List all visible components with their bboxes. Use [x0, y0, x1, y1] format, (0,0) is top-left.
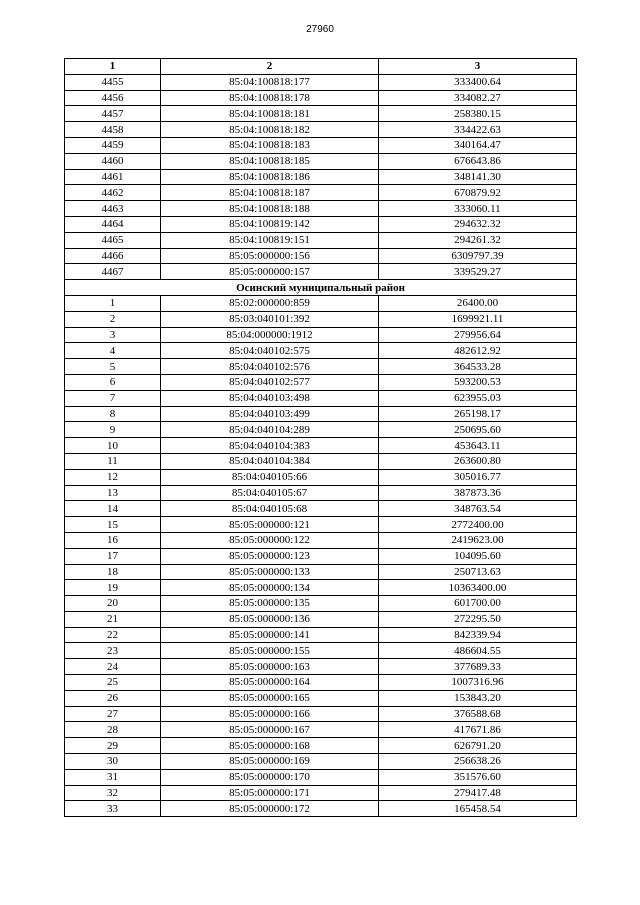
cadastral-number-cell: 85:04:040102:577	[161, 374, 379, 390]
value-cell: 258380.15	[379, 106, 577, 122]
cadastral-number-cell: 85:04:040105:66	[161, 469, 379, 485]
table-row	[65, 627, 577, 643]
value-cell: 676643.86	[379, 153, 577, 169]
row-number-cell: 7	[65, 390, 161, 406]
value-cell: 601700.00	[379, 596, 577, 612]
value-cell: 333400.64	[379, 74, 577, 90]
value-cell: 593200.53	[379, 374, 577, 390]
row-number-cell: 3	[65, 327, 161, 343]
table-row	[65, 453, 577, 469]
value-cell: 453643.11	[379, 438, 577, 454]
table-row	[65, 201, 577, 217]
value-cell: 294632.32	[379, 216, 577, 232]
value-cell: 340164.47	[379, 137, 577, 153]
table-row	[65, 295, 577, 311]
value-cell: 351576.60	[379, 769, 577, 785]
row-number-cell: 16	[65, 532, 161, 548]
row-number-cell: 6	[65, 374, 161, 390]
row-number-cell: 26	[65, 690, 161, 706]
value-cell: 165458.54	[379, 801, 577, 817]
cadastral-number-cell: 85:04:100819:142	[161, 216, 379, 232]
section-title: Осинский муниципальный район	[65, 280, 577, 296]
value-cell: 272295.50	[379, 611, 577, 627]
table-row	[65, 438, 577, 454]
row-number-cell: 21	[65, 611, 161, 627]
cadastral-number-cell: 85:04:100818:188	[161, 201, 379, 217]
table-body-after	[65, 295, 577, 816]
cadastral-number-cell: 85:05:000000:166	[161, 706, 379, 722]
value-cell: 670879.92	[379, 185, 577, 201]
value-cell: 250713.63	[379, 564, 577, 580]
cadastral-number-cell: 85:04:040102:575	[161, 343, 379, 359]
cadastral-number-cell: 85:04:040104:384	[161, 453, 379, 469]
value-cell: 626791.20	[379, 738, 577, 754]
cadastral-number-cell: 85:04:040103:499	[161, 406, 379, 422]
row-number-cell: 24	[65, 659, 161, 675]
value-cell: 6309797.39	[379, 248, 577, 264]
table-row	[65, 643, 577, 659]
value-cell: 250695.60	[379, 422, 577, 438]
cadastral-number-cell: 85:05:000000:123	[161, 548, 379, 564]
value-cell: 265198.17	[379, 406, 577, 422]
table-row	[65, 216, 577, 232]
value-cell: 10363400.00	[379, 580, 577, 596]
cadastral-number-cell: 85:04:100819:151	[161, 232, 379, 248]
row-number-cell: 8	[65, 406, 161, 422]
table-row	[65, 137, 577, 153]
page-number: 27960	[306, 24, 334, 35]
table-row	[65, 169, 577, 185]
cadastral-number-cell: 85:05:000000:155	[161, 643, 379, 659]
row-number-cell: 4460	[65, 153, 161, 169]
table-body-before	[65, 74, 577, 279]
section-row	[65, 280, 577, 296]
value-cell: 333060.11	[379, 201, 577, 217]
table-row	[65, 769, 577, 785]
row-number-cell: 25	[65, 675, 161, 691]
value-cell: 263600.80	[379, 453, 577, 469]
cadastral-number-cell: 85:04:040104:383	[161, 438, 379, 454]
column-header-2: 2	[161, 59, 379, 75]
table-row	[65, 185, 577, 201]
cadastral-number-cell: 85:05:000000:121	[161, 517, 379, 533]
cadastral-number-cell: 85:05:000000:163	[161, 659, 379, 675]
cadastral-number-cell: 85:03:040101:392	[161, 311, 379, 327]
value-cell: 376588.68	[379, 706, 577, 722]
row-number-cell: 32	[65, 785, 161, 801]
table-row	[65, 564, 577, 580]
row-number-cell: 4	[65, 343, 161, 359]
value-cell: 486604.55	[379, 643, 577, 659]
table-row	[65, 706, 577, 722]
row-number-cell: 4459	[65, 137, 161, 153]
row-number-cell: 17	[65, 548, 161, 564]
cadastral-number-cell: 85:05:000000:170	[161, 769, 379, 785]
value-cell: 294261.32	[379, 232, 577, 248]
header-row	[65, 59, 577, 75]
row-number-cell: 31	[65, 769, 161, 785]
table-row	[65, 485, 577, 501]
table-row	[65, 74, 577, 90]
cadastral-number-cell: 85:05:000000:136	[161, 611, 379, 627]
value-cell: 104095.60	[379, 548, 577, 564]
cadastral-number-cell: 85:04:100818:181	[161, 106, 379, 122]
row-number-cell: 4461	[65, 169, 161, 185]
cadastral-number-cell: 85:04:040105:68	[161, 501, 379, 517]
table-row	[65, 754, 577, 770]
row-number-cell: 30	[65, 754, 161, 770]
cadastral-number-cell: 85:04:040105:67	[161, 485, 379, 501]
value-cell: 482612.92	[379, 343, 577, 359]
section-body	[65, 280, 577, 296]
table-row	[65, 785, 577, 801]
cadastral-number-cell: 85:04:100818:178	[161, 90, 379, 106]
row-number-cell: 4467	[65, 264, 161, 280]
table-row	[65, 532, 577, 548]
row-number-cell: 4458	[65, 122, 161, 138]
table-row	[65, 422, 577, 438]
cadastral-number-cell: 85:05:000000:171	[161, 785, 379, 801]
value-cell: 2419623.00	[379, 532, 577, 548]
table-row	[65, 738, 577, 754]
value-cell: 348141.30	[379, 169, 577, 185]
cadastral-number-cell: 85:05:000000:157	[161, 264, 379, 280]
row-number-cell: 29	[65, 738, 161, 754]
table-row	[65, 343, 577, 359]
value-cell: 339529.27	[379, 264, 577, 280]
cadastral-number-cell: 85:04:040104:289	[161, 422, 379, 438]
column-header-1: 1	[65, 59, 161, 75]
table-row	[65, 580, 577, 596]
value-cell: 417671.86	[379, 722, 577, 738]
row-number-cell: 4463	[65, 201, 161, 217]
table-row	[65, 390, 577, 406]
value-cell: 364533.28	[379, 359, 577, 375]
row-number-cell: 12	[65, 469, 161, 485]
table-row	[65, 264, 577, 280]
row-number-cell: 19	[65, 580, 161, 596]
table-row	[65, 548, 577, 564]
row-number-cell: 4456	[65, 90, 161, 106]
table-row	[65, 517, 577, 533]
table-row	[65, 406, 577, 422]
column-header-3: 3	[379, 59, 577, 75]
table-row	[65, 611, 577, 627]
table-row	[65, 690, 577, 706]
row-number-cell: 4465	[65, 232, 161, 248]
row-number-cell: 1	[65, 295, 161, 311]
registry-table	[64, 58, 577, 817]
table-row	[65, 311, 577, 327]
row-number-cell: 4464	[65, 216, 161, 232]
table-row	[65, 501, 577, 517]
cadastral-number-cell: 85:04:100818:186	[161, 169, 379, 185]
value-cell: 279956.64	[379, 327, 577, 343]
cadastral-number-cell: 85:04:040103:498	[161, 390, 379, 406]
value-cell: 334422.63	[379, 122, 577, 138]
row-number-cell: 14	[65, 501, 161, 517]
row-number-cell: 4462	[65, 185, 161, 201]
cadastral-number-cell: 85:04:040102:576	[161, 359, 379, 375]
row-number-cell: 15	[65, 517, 161, 533]
table-row	[65, 469, 577, 485]
value-cell: 2772400.00	[379, 517, 577, 533]
cadastral-number-cell: 85:04:100818:183	[161, 137, 379, 153]
cadastral-number-cell: 85:05:000000:156	[161, 248, 379, 264]
value-cell: 26400.00	[379, 295, 577, 311]
value-cell: 279417.48	[379, 785, 577, 801]
table-row	[65, 122, 577, 138]
table-row	[65, 596, 577, 612]
cadastral-number-cell: 85:05:000000:172	[161, 801, 379, 817]
value-cell: 387873.36	[379, 485, 577, 501]
cadastral-number-cell: 85:05:000000:141	[161, 627, 379, 643]
row-number-cell: 4455	[65, 74, 161, 90]
table-row	[65, 232, 577, 248]
cadastral-number-cell: 85:05:000000:167	[161, 722, 379, 738]
cadastral-number-cell: 85:05:000000:164	[161, 675, 379, 691]
cadastral-number-cell: 85:05:000000:134	[161, 580, 379, 596]
table-row	[65, 374, 577, 390]
cadastral-number-cell: 85:05:000000:168	[161, 738, 379, 754]
table-row	[65, 359, 577, 375]
value-cell: 1699921.11	[379, 311, 577, 327]
value-cell: 377689.33	[379, 659, 577, 675]
cadastral-number-cell: 85:05:000000:122	[161, 532, 379, 548]
cadastral-number-cell: 85:05:000000:165	[161, 690, 379, 706]
table-row	[65, 722, 577, 738]
cadastral-number-cell: 85:05:000000:135	[161, 596, 379, 612]
cadastral-number-cell: 85:04:100818:182	[161, 122, 379, 138]
cadastral-number-cell: 85:04:000000:1912	[161, 327, 379, 343]
cadastral-number-cell: 85:02:000000:859	[161, 295, 379, 311]
table-row	[65, 90, 577, 106]
row-number-cell: 28	[65, 722, 161, 738]
table-row	[65, 106, 577, 122]
row-number-cell: 18	[65, 564, 161, 580]
row-number-cell: 20	[65, 596, 161, 612]
value-cell: 842339.94	[379, 627, 577, 643]
cadastral-number-cell: 85:04:100818:177	[161, 74, 379, 90]
row-number-cell: 4466	[65, 248, 161, 264]
table-row	[65, 248, 577, 264]
cadastral-number-cell: 85:05:000000:169	[161, 754, 379, 770]
value-cell: 623955.03	[379, 390, 577, 406]
row-number-cell: 13	[65, 485, 161, 501]
row-number-cell: 23	[65, 643, 161, 659]
table-row	[65, 659, 577, 675]
value-cell: 256638.26	[379, 754, 577, 770]
row-number-cell: 33	[65, 801, 161, 817]
value-cell: 334082.27	[379, 90, 577, 106]
row-number-cell: 27	[65, 706, 161, 722]
table-row	[65, 327, 577, 343]
value-cell: 305016.77	[379, 469, 577, 485]
cadastral-number-cell: 85:04:100818:185	[161, 153, 379, 169]
value-cell: 153843.20	[379, 690, 577, 706]
row-number-cell: 11	[65, 453, 161, 469]
value-cell: 1007316.96	[379, 675, 577, 691]
table-row	[65, 801, 577, 817]
row-number-cell: 9	[65, 422, 161, 438]
row-number-cell: 5	[65, 359, 161, 375]
cadastral-number-cell: 85:04:100818:187	[161, 185, 379, 201]
row-number-cell: 10	[65, 438, 161, 454]
value-cell: 348763.54	[379, 501, 577, 517]
cadastral-number-cell: 85:05:000000:133	[161, 564, 379, 580]
row-number-cell: 22	[65, 627, 161, 643]
row-number-cell: 4457	[65, 106, 161, 122]
table-row	[65, 675, 577, 691]
table-row	[65, 153, 577, 169]
row-number-cell: 2	[65, 311, 161, 327]
